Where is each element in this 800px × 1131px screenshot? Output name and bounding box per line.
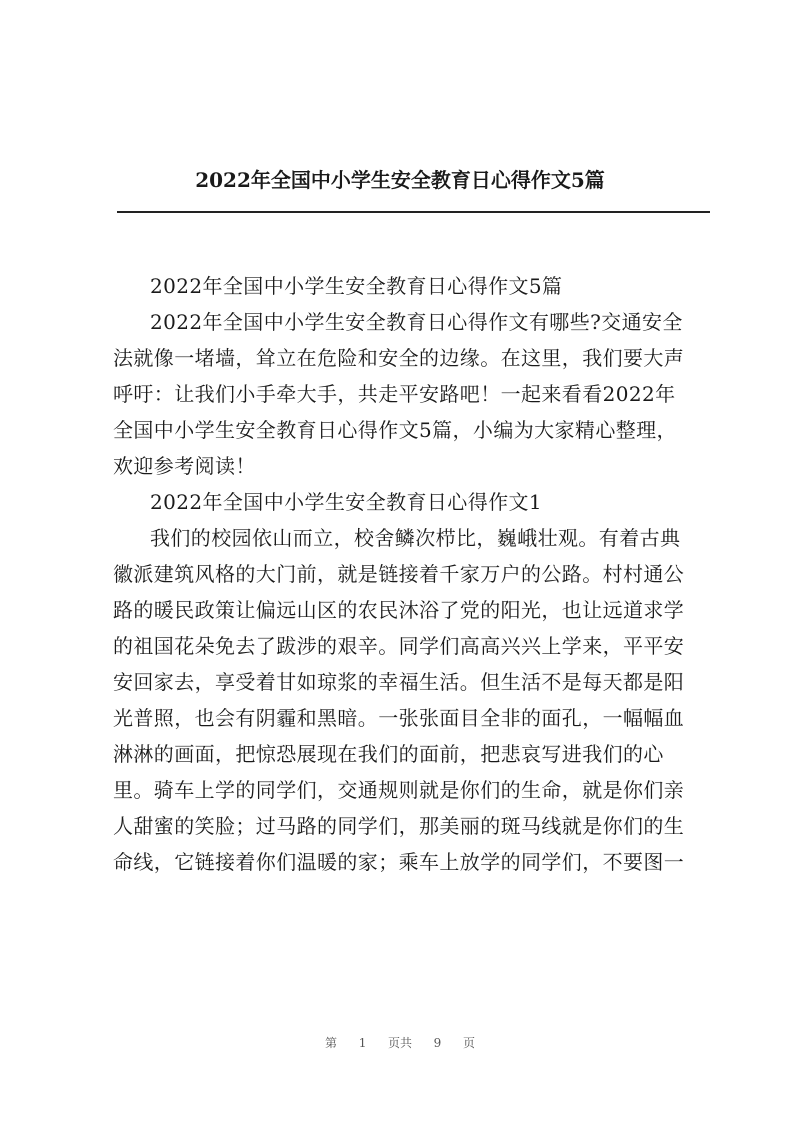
text-line: 淋淋的画面，把惊恐展现在我们的面前，把悲哀写进我们的心 <box>113 742 664 766</box>
text-line: 呼吁：让我们小手牵大手，共走平安路吧！一起来看看2022年 <box>113 382 676 406</box>
section-heading <box>113 484 718 520</box>
text-line: 安回家去，享受着甘如琼浆的幸福生活。但生活不是每天都是阳 <box>113 670 685 694</box>
text-line: 2022年全国中小学生安全教育日心得作文5篇 <box>150 274 563 298</box>
text-line: 我们的校园依山而立，校舍鳞次栉比，巍峨壮观。有着古典 <box>150 526 681 550</box>
text-line: 法就像一堵墙，耸立在危险和安全的边缘。在这里，我们要大声 <box>113 346 685 370</box>
text-line: 欢迎参考阅读！ <box>113 454 256 478</box>
page-footer <box>0 1034 800 1051</box>
footer-prefix: 第 <box>325 1036 338 1050</box>
text-line: 里。骑车上学的同学们，交通规则就是你们的生命，就是你们亲 <box>113 778 685 802</box>
footer-suffix: 页 <box>462 1036 475 1050</box>
document-title: 2022年全国中小学生安全教育日心得作文5篇 <box>195 168 605 192</box>
total-page-count: 9 <box>433 1036 442 1050</box>
text-line: 人甜蜜的笑脸；过马路的同学们，那美丽的斑马线就是你们的生 <box>113 814 685 838</box>
subtitle-paragraph <box>113 268 718 304</box>
text-line: 的祖国花朵免去了跋涉的艰辛。同学们高高兴兴上学来，平平安 <box>113 634 685 658</box>
text-line: 2022年全国中小学生安全教育日心得作文有哪些?交通安全 <box>150 310 683 334</box>
text-line: 徽派建筑风格的大门前，就是链接着千家万户的公路。村村通公 <box>113 562 685 586</box>
document-body <box>113 268 718 880</box>
title-divider <box>117 211 710 213</box>
current-page-number: 1 <box>358 1036 367 1050</box>
text-line: 2022年全国中小学生安全教育日心得作文1 <box>150 490 543 514</box>
text-line: 路的暖民政策让偏远山区的农民沐浴了党的阳光，也让远道求学 <box>113 598 685 622</box>
footer-middle: 页共 <box>387 1036 412 1050</box>
intro-paragraph <box>113 304 718 484</box>
text-line: 光普照，也会有阴霾和黑暗。一张张面目全非的面孔，一幅幅血 <box>113 706 685 730</box>
text-line: 命线，它链接着你们温暖的家；乘车上放学的同学们，不要图一 <box>113 850 685 874</box>
text-line: 全国中小学生安全教育日心得作文5篇，小编为大家精心整理， <box>113 418 677 442</box>
essay-paragraph <box>113 520 718 880</box>
